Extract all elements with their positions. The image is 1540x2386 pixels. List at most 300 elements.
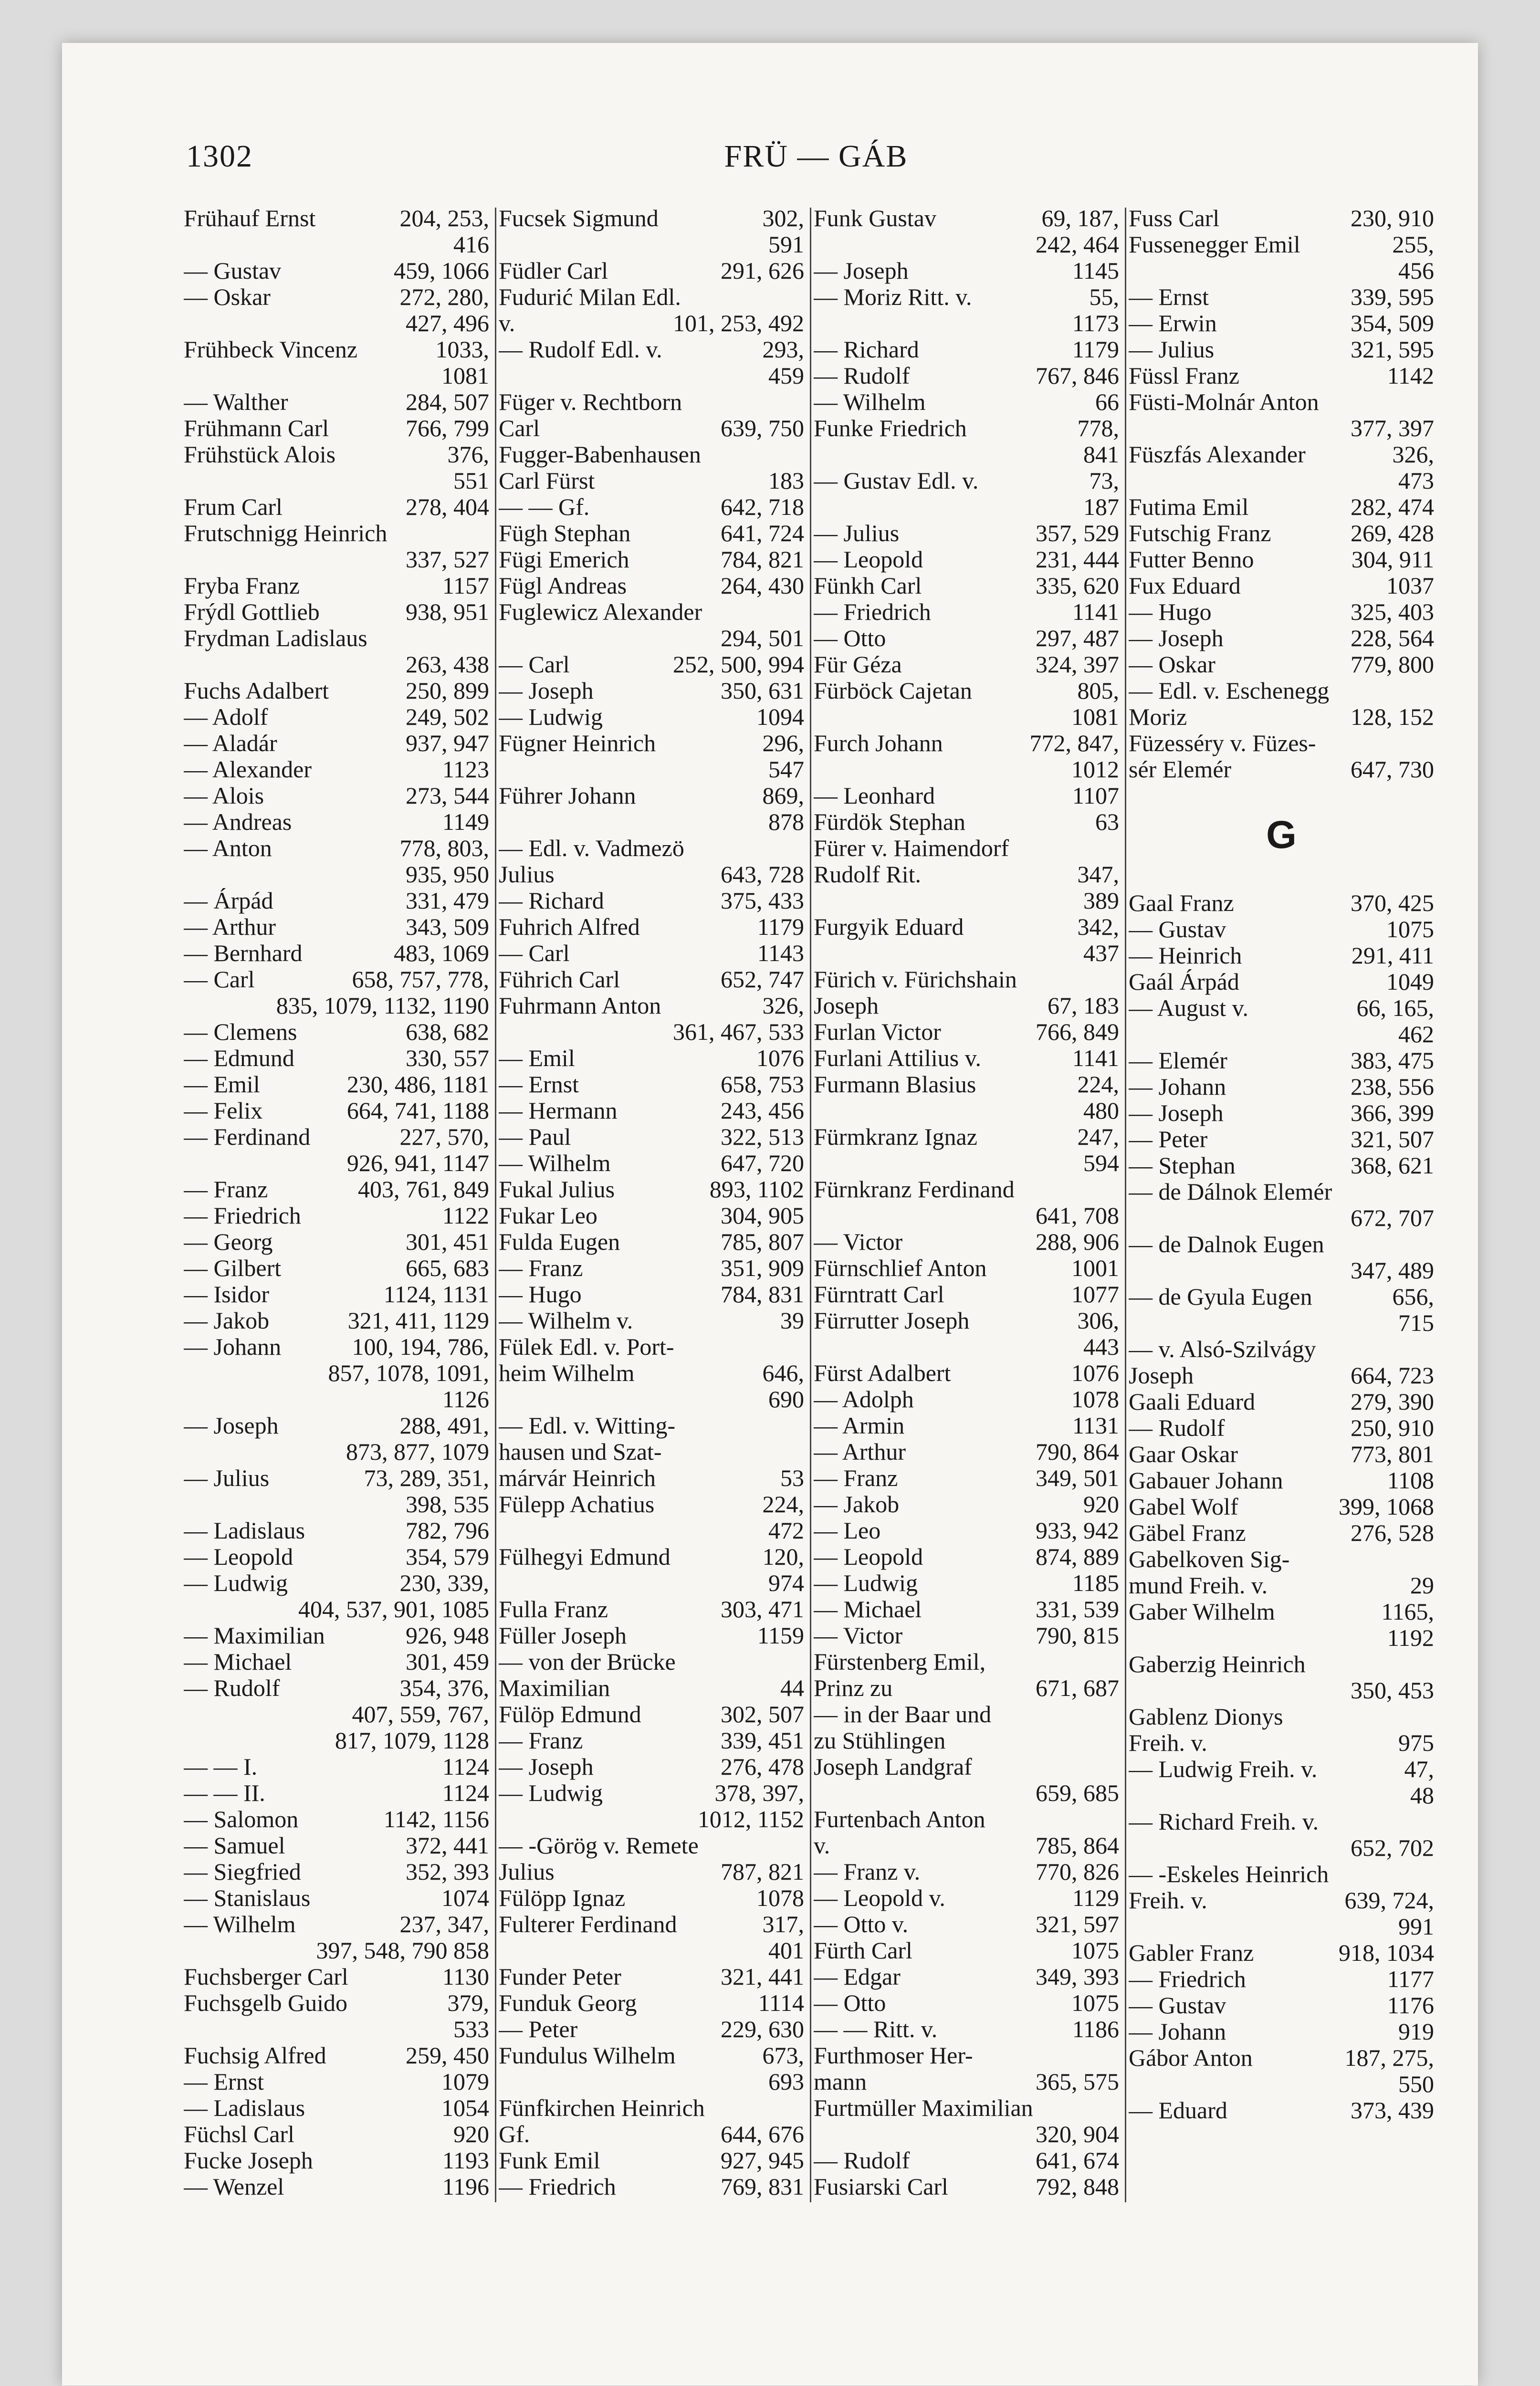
index-entry <box>184 730 489 756</box>
index-entry <box>499 1675 804 1701</box>
entry-name: Rudolf Rit. <box>814 861 922 888</box>
entry-name: — Wilhelm v. <box>499 1308 633 1334</box>
entry-name: Füchsl Carl <box>184 2121 294 2147</box>
index-entry <box>499 1334 804 1360</box>
entry-name: Fürnkranz Ferdinand <box>814 1176 1015 1203</box>
entry-name: Joseph <box>1129 1362 1194 1389</box>
entry-pages: 919 <box>1398 2018 1434 2045</box>
entry-name: Fügl Andreas <box>499 573 627 599</box>
entry-name: Freih. v. <box>1129 1887 1207 1914</box>
index-entry <box>1129 363 1434 389</box>
entry-name: Carl <box>499 415 540 441</box>
index-entry <box>1129 1494 1434 1520</box>
index-entry <box>499 2042 804 2069</box>
entry-pages: 66, 165, <box>1356 994 1434 1021</box>
entry-name: Joseph <box>814 993 879 1019</box>
index-entry-continuation: 443 <box>1083 1333 1119 1360</box>
index-entry <box>184 1832 489 1859</box>
index-entry-continuation: 473 <box>1398 467 1434 494</box>
entry-pages: 53 <box>780 1465 804 1491</box>
index-entry <box>184 1203 489 1229</box>
entry-pages: 55, <box>1089 283 1119 310</box>
entry-name: — Richard <box>499 888 604 914</box>
entry-pages <box>1114 1727 1119 1754</box>
index-entry <box>1129 1887 1434 1914</box>
entry-name: — Friedrich <box>499 2174 616 2200</box>
entry-name: — Franz <box>184 1176 268 1203</box>
entry-name: — de Gyula Eugen <box>1129 1284 1312 1310</box>
index-entry <box>499 2016 804 2042</box>
index-entry <box>184 888 489 914</box>
entry-pages: 1159 <box>757 1622 804 1649</box>
entry-pages: 1094 <box>756 703 804 730</box>
entry-name: — Ernst <box>1129 284 1209 310</box>
index-entry <box>1129 942 1434 969</box>
index-entry <box>1129 1047 1434 1074</box>
index-entry <box>184 1885 489 1911</box>
index-entry <box>1129 1441 1434 1467</box>
entry-pages: 224, <box>762 1491 804 1517</box>
entry-pages <box>1429 1546 1434 1572</box>
entry-pages: 805, <box>1077 677 1119 704</box>
entry-pages: 321, 441 <box>721 1963 804 1990</box>
entry-name: — Friedrich <box>814 599 931 625</box>
entry-name: Freih. v. <box>1129 1730 1207 1756</box>
entry-pages <box>1429 1704 1434 1730</box>
index-entry <box>184 704 489 730</box>
entry-pages: 321, 411, 1129 <box>347 1307 489 1334</box>
entry-pages: 1077 <box>1071 1281 1119 1308</box>
entry-name: Gäbel Franz <box>1129 1520 1246 1546</box>
entry-pages: 671, 687 <box>1036 1674 1119 1701</box>
index-entry-continuation: 594 <box>1083 1150 1119 1176</box>
entry-pages: 639, 750 <box>721 415 804 441</box>
index-entry <box>1129 1651 1434 1677</box>
entry-pages: 1196 <box>442 2173 489 2200</box>
entry-name: v. <box>499 310 515 336</box>
entry-pages: 933, 942 <box>1036 1517 1119 1544</box>
index-entry <box>814 1360 1119 1386</box>
entry-name: Gaber Wilhelm <box>1129 1599 1275 1625</box>
index-entry <box>184 2095 489 2121</box>
entry-pages: 350, 631 <box>721 677 804 704</box>
entry-name: Fuhrmann Anton <box>499 993 661 1019</box>
entry-pages: 229, 630 <box>721 2016 804 2042</box>
entry-pages: 301, 451 <box>406 1228 489 1255</box>
entry-pages: 264, 430 <box>721 572 804 599</box>
entry-pages: 785, 807 <box>721 1228 804 1255</box>
index-entry <box>184 205 489 231</box>
index-entry <box>184 783 489 809</box>
index-entry-continuation: 935, 950 <box>406 861 489 888</box>
entry-name: — Joseph <box>499 678 594 704</box>
entry-name: Gf. <box>499 2121 530 2147</box>
entry-pages: 1114 <box>758 1989 804 2016</box>
entry-name: — Ludwig <box>499 1780 603 1806</box>
entry-pages: 354, 579 <box>406 1543 489 1570</box>
index-entry <box>499 1727 804 1754</box>
index-entry <box>1129 1809 1434 1835</box>
index-entry <box>184 1308 489 1334</box>
entry-pages: 787, 821 <box>721 1858 804 1885</box>
entry-pages: 379, <box>447 1989 489 2016</box>
index-entry <box>1129 389 1434 415</box>
entry-name: — Elemér <box>1129 1047 1227 1074</box>
index-entry <box>499 205 804 231</box>
entry-name: — Friedrich <box>184 1203 301 1229</box>
entry-pages <box>799 1832 804 1859</box>
entry-name: — Franz <box>499 1255 583 1281</box>
index-entry <box>184 678 489 704</box>
entry-pages: 1074 <box>441 1884 489 1911</box>
column-rule <box>810 208 811 2202</box>
entry-pages: 227, 570, <box>399 1123 489 1150</box>
index-entry <box>1129 1284 1434 1310</box>
index-entry <box>184 415 489 441</box>
entry-pages: 317, <box>762 1911 804 1937</box>
column-rule <box>1125 208 1126 2202</box>
entry-name: — Gustav <box>184 258 282 284</box>
entry-pages <box>1429 1861 1434 1887</box>
index-column-1 <box>184 205 489 2200</box>
entry-pages: 767, 846 <box>1036 362 1119 389</box>
entry-name: — Adolf <box>184 704 268 730</box>
entry-pages: 73, 289, 351, <box>364 1465 489 1491</box>
entry-pages: 1193 <box>442 2147 489 2174</box>
index-entry <box>814 1386 1119 1413</box>
entry-name: Funke Friedrich <box>814 415 967 441</box>
entry-name: Fürrutter Joseph <box>814 1308 970 1334</box>
index-entry <box>1129 1467 1434 1494</box>
entry-name: Futter Benno <box>1129 546 1254 573</box>
column-rule <box>495 208 496 2202</box>
entry-name: Gabel Wolf <box>1129 1494 1238 1520</box>
entry-pages: 1107 <box>1072 782 1119 809</box>
entry-name: Für Géza <box>814 651 902 678</box>
entry-pages: 339, 595 <box>1351 283 1434 310</box>
entry-name: — Edmund <box>184 1045 294 1071</box>
index-entry <box>184 1334 489 1360</box>
index-entry-continuation: 350, 453 <box>1351 1677 1434 1704</box>
section-letter: G <box>1266 813 1297 857</box>
entry-name: Prinz zu <box>814 1675 893 1701</box>
index-entry <box>1129 916 1434 942</box>
index-entry <box>499 415 804 441</box>
entry-pages: 276, 478 <box>721 1753 804 1780</box>
entry-name: — Salomon <box>184 1806 299 1832</box>
entry-pages: 1179 <box>1072 336 1119 363</box>
entry-pages: 29 <box>1410 1572 1434 1599</box>
entry-name: — Edl. v. Witting- <box>499 1413 676 1439</box>
entry-pages: 73, <box>1089 467 1119 494</box>
index-entry <box>499 1439 804 1465</box>
entry-pages: 375, 433 <box>721 887 804 914</box>
entry-name: — Georg <box>184 1229 273 1255</box>
index-entry <box>184 1045 489 1071</box>
entry-pages: 347, <box>1077 861 1119 888</box>
index-entry <box>814 1229 1119 1255</box>
entry-pages: 276, 528 <box>1351 1519 1434 1546</box>
index-entry <box>814 1701 1119 1727</box>
index-entry <box>499 1413 804 1439</box>
entry-name: — Wilhelm <box>814 389 926 415</box>
entry-name: Furlani Attilius v. <box>814 1045 981 1071</box>
index-entry <box>814 389 1119 415</box>
index-entry-continuation: 841 <box>1083 441 1119 468</box>
entry-name: — Siegfried <box>184 1859 301 1885</box>
index-entry <box>499 1832 804 1859</box>
index-entry <box>499 520 804 546</box>
entry-name: — Joseph <box>184 1413 279 1439</box>
index-entry-continuation: 1192 <box>1387 1624 1434 1651</box>
index-entry <box>499 1990 804 2016</box>
entry-pages: 249, 502 <box>406 703 489 730</box>
index-entry <box>814 1649 1119 1675</box>
index-entry <box>184 336 489 363</box>
entry-name: Joseph Landgraf <box>814 1754 972 1780</box>
entry-name: Fuglewicz Alexander <box>499 599 702 625</box>
index-entry <box>184 1019 489 1045</box>
index-entry <box>184 1517 489 1544</box>
index-entry <box>184 494 489 520</box>
entry-pages <box>1429 1231 1434 1257</box>
index-entry <box>499 1780 804 1806</box>
entry-pages: 1054 <box>441 2094 489 2121</box>
index-entry <box>814 1544 1119 1570</box>
entry-name: — — II. <box>184 1780 265 1806</box>
entry-name: — Johann <box>184 1334 282 1360</box>
index-entry <box>499 940 804 966</box>
entry-name: — Maximilian <box>184 1622 325 1649</box>
index-entry <box>1129 441 1434 468</box>
entry-pages: 1037 <box>1386 572 1434 599</box>
entry-name: Fülek Edl. v. Port- <box>499 1334 674 1360</box>
entry-name: Carl Fürst <box>499 468 595 494</box>
entry-name: Fundulus Wilhelm <box>499 2042 676 2069</box>
entry-pages <box>799 835 804 861</box>
entry-name: mann <box>814 2069 867 2095</box>
entry-name: — Arthur <box>184 914 276 940</box>
index-entry-continuation: 1126 <box>442 1386 489 1413</box>
entry-name: Fusiarski Carl <box>814 2174 948 2200</box>
entry-pages <box>1429 1179 1434 1205</box>
entry-name: — Peter <box>499 2016 578 2042</box>
entry-pages: 766, 799 <box>406 415 489 441</box>
entry-name: Frühbeck Vincenz <box>184 336 358 363</box>
entry-pages: 228, 564 <box>1351 625 1434 651</box>
entry-name: — Gustav <box>1129 916 1226 942</box>
index-entry <box>814 966 1119 993</box>
entry-pages: 63 <box>1095 808 1119 835</box>
index-entry <box>499 494 804 520</box>
entry-name: — in der Baar und <box>814 1701 992 1727</box>
entry-pages: 230, 486, 1181 <box>346 1071 489 1098</box>
entry-pages <box>1114 2095 1119 2121</box>
index-entry <box>814 258 1119 284</box>
entry-name: Fürnschlief Anton <box>814 1255 987 1281</box>
index-entry <box>499 1649 804 1675</box>
entry-pages: 772, 847, <box>1029 730 1119 756</box>
index-entry <box>499 1885 804 1911</box>
entry-name: — Johann <box>1129 2019 1226 2045</box>
entry-name: mund Freih. v. <box>1129 1572 1268 1599</box>
entry-pages <box>1114 1649 1119 1675</box>
entry-pages <box>799 1413 804 1439</box>
entry-pages: 1124 <box>442 1753 489 1780</box>
entry-name: márvár Heinrich <box>499 1465 656 1491</box>
index-entry <box>499 1229 804 1255</box>
entry-name: Füger v. Rechtborn <box>499 389 682 415</box>
index-entry <box>184 1071 489 1098</box>
entry-name: Fukar Leo <box>499 1203 597 1229</box>
entry-pages <box>1429 1651 1434 1677</box>
entry-name: — Alexander <box>184 756 312 783</box>
index-entry <box>499 1045 804 1071</box>
index-entry <box>1129 546 1434 573</box>
page-header <box>186 138 1446 177</box>
entry-name: — Ladislaus <box>184 1517 305 1544</box>
entry-name: — Ludwig <box>814 1570 918 1596</box>
entry-name: Fugger-Babenhausen <box>499 441 701 468</box>
entry-pages: 1143 <box>757 940 804 966</box>
entry-name: Gábor Anton <box>1129 2045 1253 2071</box>
index-entry <box>1129 1100 1434 1126</box>
entry-name: — Jakob <box>814 1491 900 1517</box>
entry-pages: 779, 800 <box>1351 651 1434 678</box>
entry-pages: 272, 280, <box>399 283 489 310</box>
entry-pages <box>799 441 804 468</box>
entry-pages <box>799 1439 804 1465</box>
entry-name: Gaal Franz <box>1129 890 1234 916</box>
entry-name: — Leonhard <box>814 783 935 809</box>
entry-pages: 1142 <box>1387 362 1434 389</box>
index-entry-continuation: 187 <box>1083 493 1119 520</box>
entry-pages <box>1114 1754 1119 1780</box>
index-entry-continuation: 641, 708 <box>1036 1202 1119 1229</box>
entry-name: — — Gf. <box>499 494 590 520</box>
entry-pages: 288, 491, <box>399 1412 489 1439</box>
entry-name: Fürth Carl <box>814 1937 912 1964</box>
index-entry <box>1129 1940 1434 1966</box>
entry-name: — Carl <box>184 966 255 993</box>
index-entry <box>184 1255 489 1281</box>
entry-pages: 483, 1069 <box>394 940 489 966</box>
entry-name: Fuss Carl <box>1129 205 1220 231</box>
index-entry <box>499 546 804 573</box>
index-entry-continuation: 533 <box>453 2016 489 2042</box>
index-entry <box>184 599 489 625</box>
entry-pages: 335, 620 <box>1036 572 1119 599</box>
index-entry-continuation: 48 <box>1410 1782 1434 1809</box>
index-entry <box>814 284 1119 310</box>
entry-name: Fürmkranz Ignaz <box>814 1124 977 1150</box>
entry-name: — August v. <box>1129 995 1248 1021</box>
entry-name: Fürich v. Fürichshain <box>814 966 1017 993</box>
entry-name: — Walther <box>184 389 288 415</box>
entry-name: Fuchs Adalbert <box>184 678 329 704</box>
entry-name: — Edl. v. Eschenegg <box>1129 678 1330 704</box>
index-entry <box>184 441 489 468</box>
entry-name: — Ludwig <box>499 704 603 730</box>
index-entry <box>814 783 1119 809</box>
index-entry <box>499 835 804 861</box>
index-entry <box>499 993 804 1019</box>
index-entry-continuation: 817, 1079, 1128 <box>335 1727 489 1754</box>
entry-name: — Otto v. <box>814 1911 909 1937</box>
entry-pages: 778, <box>1077 415 1119 441</box>
entry-pages: 269, 428 <box>1351 520 1434 546</box>
entry-pages <box>799 389 804 415</box>
entry-pages: 1186 <box>1072 2016 1119 2042</box>
index-entry-continuation: 456 <box>1398 257 1434 284</box>
entry-pages: 224, <box>1077 1071 1119 1098</box>
index-entry <box>499 1071 804 1098</box>
entry-pages: 1179 <box>757 913 804 940</box>
index-entry-continuation: 551 <box>453 467 489 494</box>
entry-name: — Joseph <box>499 1754 594 1780</box>
entry-pages: 403, 761, 849 <box>358 1176 489 1203</box>
entry-pages: 1033, <box>435 336 489 363</box>
entry-name: — Wenzel <box>184 2174 284 2200</box>
entry-name: — Johann <box>1129 1074 1226 1100</box>
index-entry <box>499 2174 804 2200</box>
entry-name: — Rudolf <box>814 2147 910 2174</box>
entry-pages: 349, 393 <box>1036 1963 1119 1990</box>
entry-name: — Isidor <box>184 1281 270 1308</box>
index-entry-continuation: 263, 438 <box>406 651 489 678</box>
index-entry <box>1129 1179 1434 1205</box>
entry-name: Fussenegger Emil <box>1129 231 1300 258</box>
index-entry <box>814 1937 1119 1964</box>
index-entry <box>1129 599 1434 625</box>
entry-pages: 646, <box>762 1360 804 1386</box>
entry-name: — Richard <box>814 336 919 363</box>
entry-name: Fügh Stephan <box>499 520 631 546</box>
index-entry <box>814 730 1119 756</box>
entry-pages: 937, 947 <box>406 730 489 756</box>
index-entry <box>184 2069 489 2095</box>
entry-pages: 231, 444 <box>1036 546 1119 573</box>
entry-pages: 279, 390 <box>1351 1388 1434 1415</box>
entry-pages: 326, <box>762 992 804 1019</box>
entry-name: — v. Alsó-Szilvágy <box>1129 1336 1316 1362</box>
entry-name: — Leopold <box>184 1544 293 1570</box>
entry-pages: 641, 724 <box>721 520 804 546</box>
index-entry <box>814 1570 1119 1596</box>
entry-pages: 926, 948 <box>406 1622 489 1649</box>
entry-pages: 773, 801 <box>1351 1441 1434 1467</box>
entry-pages: 1149 <box>442 808 489 835</box>
index-entry <box>184 1176 489 1203</box>
entry-pages: 304, 905 <box>721 1202 804 1229</box>
index-entry <box>814 835 1119 861</box>
index-entry <box>1129 1362 1434 1389</box>
index-entry-continuation: 377, 397 <box>1351 415 1434 441</box>
index-entry <box>814 1911 1119 1937</box>
entry-pages: 938, 951 <box>406 598 489 625</box>
entry-name: — Victor <box>814 1622 903 1649</box>
entry-name: — Franz v. <box>814 1859 921 1885</box>
index-entry-continuation: 1081 <box>441 362 489 389</box>
index-entry <box>184 625 489 651</box>
entry-name: Fügner Heinrich <box>499 730 656 756</box>
entry-name: — Julius <box>814 520 900 546</box>
entry-name: — Joseph <box>1129 625 1224 651</box>
entry-name: — Carl <box>499 940 570 966</box>
index-entry <box>1129 1231 1434 1257</box>
index-entry <box>814 573 1119 599</box>
entry-pages: 230, 339, <box>399 1570 489 1596</box>
